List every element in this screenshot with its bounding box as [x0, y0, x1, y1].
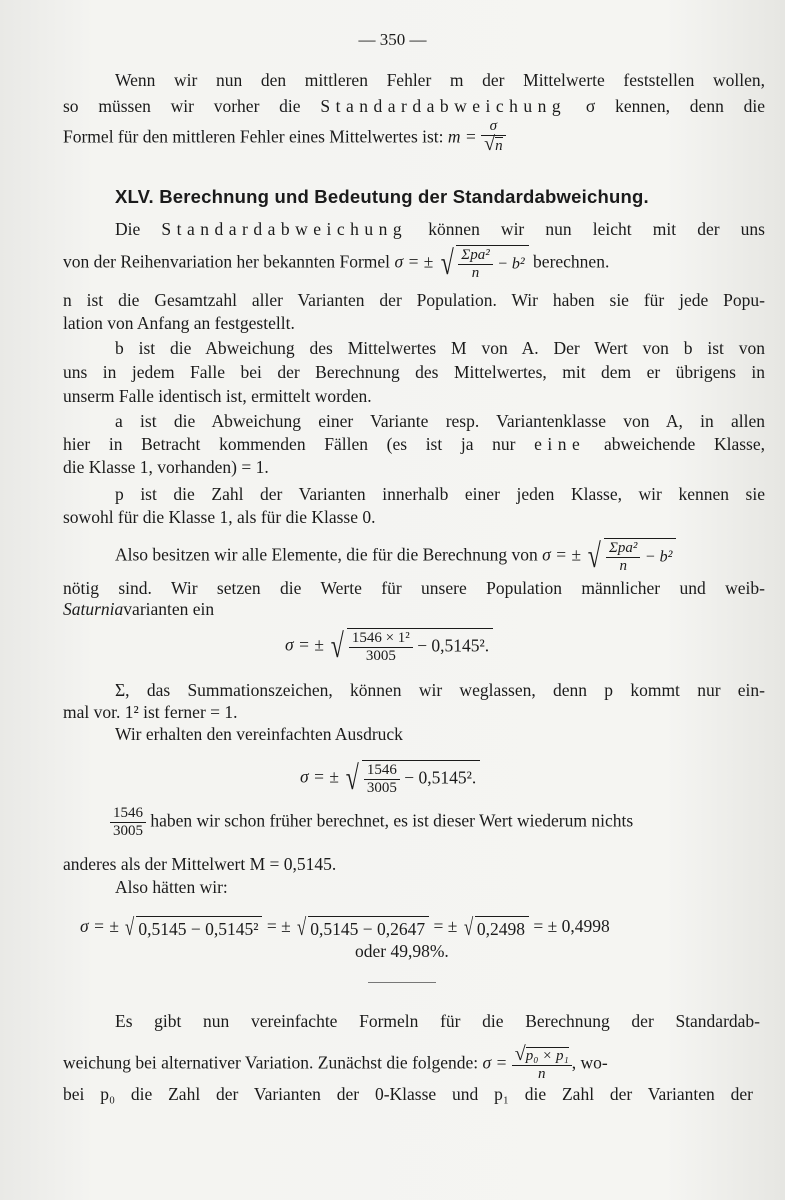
formula-tail: − 0,5145². [417, 635, 490, 656]
intro-text: so müssen wir vorher die [63, 96, 301, 116]
denominator: 3005 [113, 823, 143, 839]
radicand [362, 760, 480, 797]
p2-line-3: unserm Falle identisch ist, ermittelt worden. [63, 386, 372, 406]
formula-lhs: m = [447, 126, 477, 147]
formula-text: = ± 0,4998 [533, 916, 610, 937]
p3-line-3: die Klasse 1, vorhanden) = 1. [63, 457, 269, 477]
fraction [512, 1043, 572, 1083]
p3-text: abweichende Klasse, [603, 434, 765, 454]
numerator [512, 1043, 572, 1066]
p6-line-1: Σ, das Summationszeichen, können wir weglassen, denn p kommt nur ein- [115, 680, 765, 700]
radical-sign: √ [330, 627, 345, 665]
p1-line-3: n ist die Gesamtzahl aller Varianten der Population. Wir haben sie für jede Popu- [63, 290, 765, 310]
p7-line-3: Also hätten wir: [115, 877, 228, 897]
genus-name: Saturnia [63, 599, 124, 619]
formula-lhs: σ = [482, 1052, 508, 1073]
p6-line-2: mal vor. 1² ist ferner = 1. [63, 702, 238, 722]
p8-line-1: Es gibt nun vereinfachte Formeln für die Berechnung der Standardab- [115, 1011, 760, 1031]
numerator: 1546 [364, 762, 400, 780]
radicand: 0,5145 − 0,5145² [136, 916, 262, 940]
p4-line-1: p ist die Zahl der Varianten innerhalb einer jeden Klasse, wir kennen sie [115, 484, 765, 504]
formula-lhs: σ = ± [285, 634, 324, 655]
p7-line-2: anderes als der Mittelwert M = 0,5145. [63, 854, 337, 874]
radicand: 0,2498 [475, 916, 529, 940]
radical-sign: √ [297, 915, 307, 941]
square-root [328, 628, 493, 665]
p7-text: haben wir schon früher berechnet, es ist dieser Wert wiederum nichts [150, 810, 634, 831]
formula-tail: − b² [497, 255, 525, 273]
p8-line-2 [63, 1043, 608, 1083]
p1-text: berechnen. [533, 251, 610, 272]
section-heading: XLV. Berechnung und Bedeutung der Standardabweichung. [115, 186, 649, 207]
equation-2 [300, 760, 480, 797]
fraction [364, 762, 400, 797]
page-number: — 350 — [358, 30, 427, 49]
p7-line-1 [110, 805, 633, 840]
denominator: n [619, 558, 627, 574]
formula-text: = ± [266, 916, 291, 937]
numerator: Σpa² [606, 540, 640, 558]
formula-lhs: σ = ± [80, 916, 119, 937]
formula-tail: − 0,5145². [404, 767, 477, 788]
separator-rule [368, 982, 436, 983]
spaced-term: Standardabweichung [161, 219, 408, 239]
p3-line-1: a ist die Abweichung einer Variante resp. Variantenklasse von A, in allen [115, 411, 765, 431]
fraction [606, 540, 640, 575]
p1-text: können wir nun leicht mit der uns [428, 219, 765, 239]
numerator: 1546 × 1² [349, 630, 413, 648]
p3-line-2 [63, 433, 765, 455]
denominator: √n [484, 133, 503, 155]
radical-sign: √ [440, 244, 454, 282]
radicand [347, 628, 493, 665]
formula-lhs: σ = ± [394, 251, 434, 272]
p6-line-3: Wir erhalten den vereinfachten Ausdruck [115, 724, 403, 744]
radical-sign: √ [514, 1043, 526, 1065]
p3-text: hier in Betracht kommenden Fällen (es ist ja nur [63, 434, 516, 454]
p5-line-2: nötig sind. Wir setzen die Werte für unsere Population männlicher und weib- [63, 578, 765, 598]
square-root [462, 911, 529, 945]
numerator: Σpa² [458, 247, 492, 265]
p1-text: von der Reihenvariation her bekannten Formel [63, 251, 391, 272]
equation-3-line-2: oder 49,98%. [355, 941, 449, 961]
equation-1 [285, 628, 493, 665]
spaced-term: eine [534, 434, 586, 454]
radicand [456, 245, 528, 282]
p1-line-1 [115, 218, 765, 240]
square-root [438, 245, 529, 282]
numerator: σ [481, 118, 505, 136]
denominator: 3005 [366, 780, 397, 796]
square-root [343, 760, 480, 797]
fraction [349, 630, 413, 665]
spaced-term: Standardabweichung [320, 96, 567, 116]
denominator: n [471, 265, 480, 281]
p8-line-3: bei p₀ die Zahl der Varianten der 0-Klasse und p₁ die Zahl der Varianten der [63, 1084, 753, 1104]
fraction [481, 118, 505, 155]
radicand: n [495, 138, 503, 154]
p5-text: Also besitzen wir alle Elemente, die für die Berechnung von [115, 544, 538, 565]
p5-line-1 [115, 538, 676, 575]
radical-sign: √ [345, 759, 360, 797]
intro-text: Formel für den mittleren Fehler eines Mittelwertes ist: [63, 126, 444, 147]
formula-lhs: σ = ± [300, 766, 339, 787]
radicand: p₀ × p₁ [525, 1048, 569, 1064]
p8-text: , wo- [571, 1052, 608, 1073]
intro-line-1: Wenn wir nun den mittleren Fehler m der Mittelwerte feststellen wollen, [115, 70, 765, 90]
p5-text: varianten ein [123, 599, 215, 619]
p5-line-3 [63, 598, 214, 620]
equation-3 [80, 911, 610, 945]
p8-text: weichung bei alternativer Variation. Zunächst die folgende: [63, 1052, 479, 1073]
intro-line-2 [63, 95, 765, 117]
radicand [604, 538, 676, 575]
formula-text: = ± [433, 916, 458, 937]
formula-tail: − b² [644, 548, 673, 566]
p2-line-2: uns in jedem Falle bei der Berechnung des Mittelwertes, mit dem er übrigens in [63, 362, 765, 382]
p2-line-1: b ist die Abweichung des Mittelwertes M von A. Der Wert von b ist von [115, 338, 765, 358]
radical-sign: √ [125, 915, 135, 941]
p1-text: Die [115, 219, 141, 239]
p1-line-2 [63, 245, 609, 282]
fraction [110, 805, 146, 840]
denominator: 3005 [365, 648, 396, 664]
p4-line-2: sowohl für die Klasse 1, als für die Klasse 0. [63, 507, 376, 527]
intro-text: σ kennen, denn die [585, 96, 765, 116]
intro-line-3 [63, 118, 506, 155]
radical-sign: √ [588, 537, 602, 575]
radical-sign: √ [463, 915, 473, 941]
formula-lhs: σ = ± [542, 544, 581, 565]
denominator: n [538, 1066, 546, 1082]
fraction [458, 247, 492, 282]
square-root [585, 538, 676, 575]
radicand: 0,5145 − 0,2647 [308, 916, 429, 940]
square-root [123, 911, 262, 945]
p1-line-4: lation von Anfang an festgestellt. [63, 313, 295, 333]
numerator: 1546 [110, 805, 146, 823]
